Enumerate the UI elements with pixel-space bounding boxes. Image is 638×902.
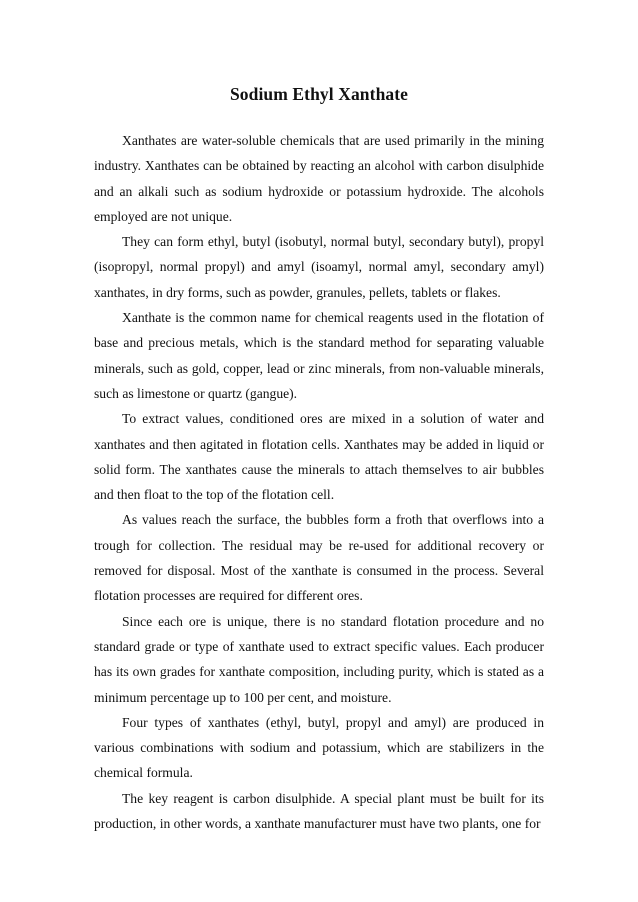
paragraph-6: Since each ore is unique, there is no standard flotation procedure and no standard grade or type of xanthate used to extract specific values. Each producer has its own grades for xanthate composition, including purity, which is stated as a minimum percentage up to 100 per cent, and moisture. <box>94 613 544 705</box>
paragraph-7: Four types of xanthates (ethyl, butyl, propyl and amyl) are produced in various combinations with sodium and potassium, which are stabilizers in the chemical formula. <box>94 714 544 781</box>
paragraph-8: The key reagent is carbon disulphide. A special plant must be built for its production, in other words, a xanthate manufacturer must have two plants, one for <box>94 790 544 832</box>
paragraph-4: To extract values, conditioned ores are mixed in a solution of water and xanthates and then agitated in flotation cells. Xanthates may be added in liquid or solid form. The xanthates cause the minerals to attach themselves to air bubbles and then float to the top of the flotation cell. <box>94 411 544 503</box>
document-title: Sodium Ethyl Xanthate <box>229 84 409 104</box>
paragraph-1: Xanthates are water-soluble chemicals that are used primarily in the mining industry. Xanthates can be obtained by reacting an alcohol with carbon disulphide and an alkali such as sodium hydroxide or potassium hydroxide. The alcohols employed are not unique. <box>94 133 544 224</box>
paragraph-3: Xanthate is the common name for chemical reagents used in the flotation of base and precious metals, which is the standard method for separating valuable minerals, such as gold, copper, lead or zinc minerals, from non-valuable minerals, such as limestone or quartz (gangue). <box>94 310 544 401</box>
paragraph-5: As values reach the surface, the bubbles form a froth that overflows into a trough for collection. The residual may be re-used for additional recovery or removed for disposal. Most of the xanthate is consumed in the process. Several flotation processes are required for different ores. <box>94 512 544 604</box>
paragraph-2: They can form ethyl, butyl (isobutyl, normal butyl, secondary butyl), propyl (isopropyl, normal propyl) and amyl (isoamyl, normal amyl, secondary amyl) xanthates, in dry forms, such as powder, granules, pellets, tablets or flakes. <box>94 234 544 300</box>
document-body <box>94 128 544 836</box>
